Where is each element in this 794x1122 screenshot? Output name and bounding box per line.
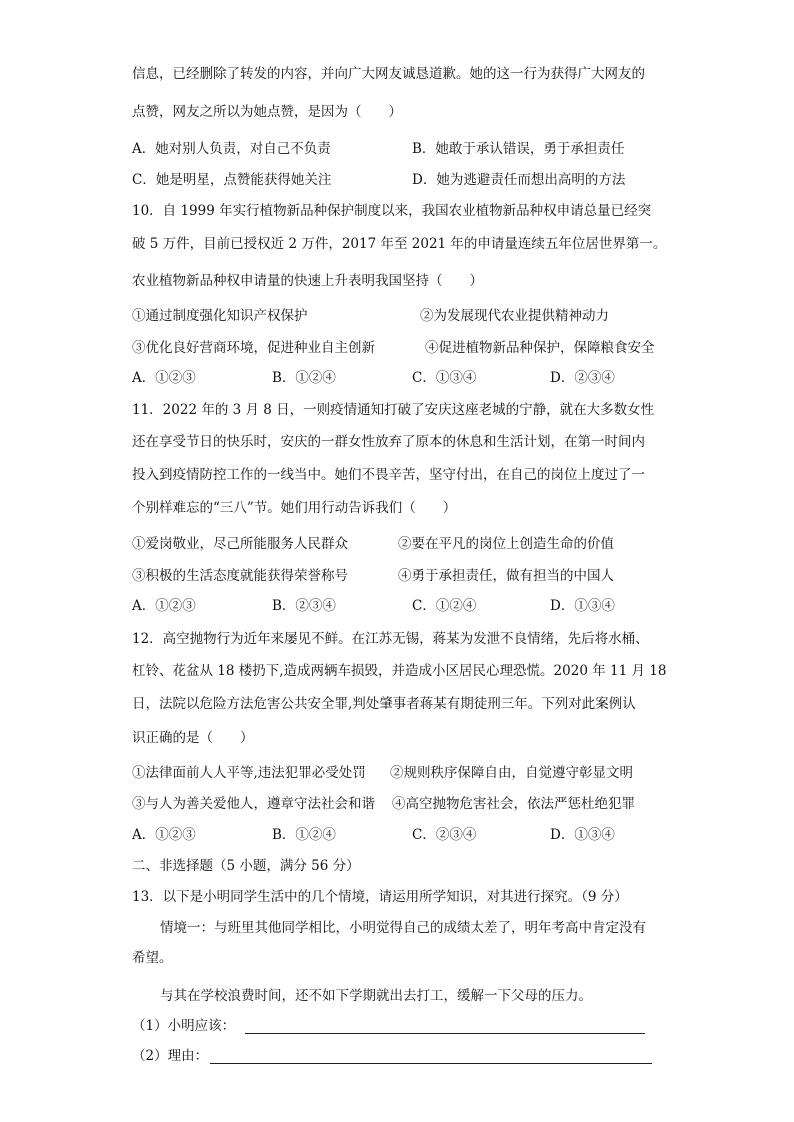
q12-item-1: ①法律面前人人平等,违法犯罪必受处罚	[132, 765, 366, 781]
q12-option-a: A．①②③	[132, 827, 196, 843]
q13-sub2-answer-line[interactable]	[210, 1062, 652, 1064]
q10-item-3: ③优化良好营商环境，促进种业自主创新	[132, 340, 375, 356]
q12-item-2: ②规则秩序保障自由，自觉遵守彰显文明	[390, 765, 633, 781]
q10-item-2: ②为发展现代农业提供精神动力	[420, 308, 609, 324]
q12-option-b: B．①②④	[272, 827, 336, 843]
q12-item-3: ③与人为善关爱他人，遵章守法社会和谐	[132, 796, 375, 812]
q13-scene1-line-3: 与其在学校浪费时间，还不如下学期就出去打工，缓解一下父母的压力。	[160, 988, 592, 1004]
q10-item-1: ①通过制度强化知识产权保护	[132, 308, 308, 324]
q11-option-d: D．①③④	[550, 598, 615, 614]
q12-option-d: D．①③④	[550, 827, 615, 843]
q11-item-4: ④勇于承担责任，做有担当的中国人	[398, 568, 614, 584]
q13-sub1-answer-line[interactable]	[245, 1032, 645, 1034]
q11-line-1: 11．2022 年的 3 月 8 日，一则疫情通知打破了安庆这座老城的宁静，就在大多数女性	[132, 402, 655, 418]
q10-line-3: 农业植物新品种权申请量的快速上升表明我国坚持（ ）	[132, 273, 483, 289]
q10-option-b: B．①②④	[272, 370, 336, 386]
q9-option-b: B．她敢于承认错误，勇于承担责任	[412, 141, 625, 157]
q11-line-2: 还在享受节日的快乐时，安庆的一群女性放弃了原本的休息和生活计划，在第一时间内	[132, 434, 645, 450]
q9-line-2: 点赞，网友之所以为她点赞，是因为（ ）	[132, 104, 402, 120]
q12-line-4: 识正确的是（ ）	[132, 730, 254, 746]
q13-sub2-label: （2）理由：	[132, 1048, 209, 1064]
q11-option-b: B．②③④	[272, 598, 336, 614]
q11-option-a: A．①②③	[132, 598, 196, 614]
q13-intro: 13．以下是小明同学生活中的几个情境，请运用所学知识，对其进行探究。（9 分）	[132, 889, 628, 905]
q11-line-3: 投入到疫情防控工作的一线当中。她们不畏辛苦，坚守付出，在自己的岗位上度过了一	[132, 467, 645, 483]
q11-item-1: ①爱岗敬业，尽己所能服务人民群众	[132, 536, 348, 552]
q12-line-3: 日，法院以危险方法危害公共安全罪,判处肇事者蒋某有期徒刑三年。下列对此案例认	[132, 696, 636, 712]
q10-option-d: D．②③④	[550, 370, 615, 386]
q12-option-c: C．②③④	[412, 827, 477, 843]
q12-item-4: ④高空抛物危害社会，依法严惩杜绝犯罪	[392, 796, 635, 812]
q13-scene1-line-1: 情境一：与班里其他同学相比，小明觉得自己的成绩太差了，明年考高中肯定没有	[160, 920, 646, 936]
q11-item-2: ②要在平凡的岗位上创造生命的价值	[398, 536, 614, 552]
q12-line-2: 杠铃、花盆从 18 楼扔下,造成两辆车损毁，并造成小区居民心理恐慌。2020 年 11 月 18	[132, 663, 667, 679]
q11-line-4: 个别样难忘的“三八”节。她们用行动告诉我们（ ）	[132, 500, 457, 516]
section-2-heading: 二、非选择题（5 小题，满分 56 分）	[132, 858, 360, 874]
q11-item-3: ③积极的生活态度就能获得荣誉称号	[132, 568, 348, 584]
q9-line-1: 信息，已经删除了转发的内容，并向广大网友诚恳道歉。她的这一行为获得广大网友的	[132, 66, 645, 82]
q12-line-1: 12．高空抛物行为近年来屡见不鲜。在江苏无锡，蒋某为发泄不良情绪，先后将水桶、	[132, 631, 649, 647]
q13-scene1-line-2: 希望。	[132, 950, 173, 966]
q11-option-c: C．①②④	[412, 598, 477, 614]
q13-sub1-label: （1）小明应该：	[132, 1018, 236, 1034]
q9-option-a: A．她对别人负责，对自己不负责	[132, 141, 331, 157]
q10-option-a: A．①②③	[132, 370, 196, 386]
q10-line-1: 10．自 1999 年实行植物新品种保护制度以来，我国农业植物新品种权申请总量已经突	[132, 203, 652, 219]
q10-line-2: 破 5 万件，目前已授权近 2 万件，2017 年至 2021 年的申请量连续五年位居世界第一。	[132, 236, 667, 252]
q10-item-4: ④促进植物新品种保护，保障粮食安全	[425, 340, 655, 356]
q9-option-d: D．她为逃避责任而想出高明的方法	[412, 172, 626, 188]
q10-option-c: C．①③④	[412, 370, 477, 386]
q9-option-c: C．她是明星，点赞能获得她关注	[132, 172, 332, 188]
